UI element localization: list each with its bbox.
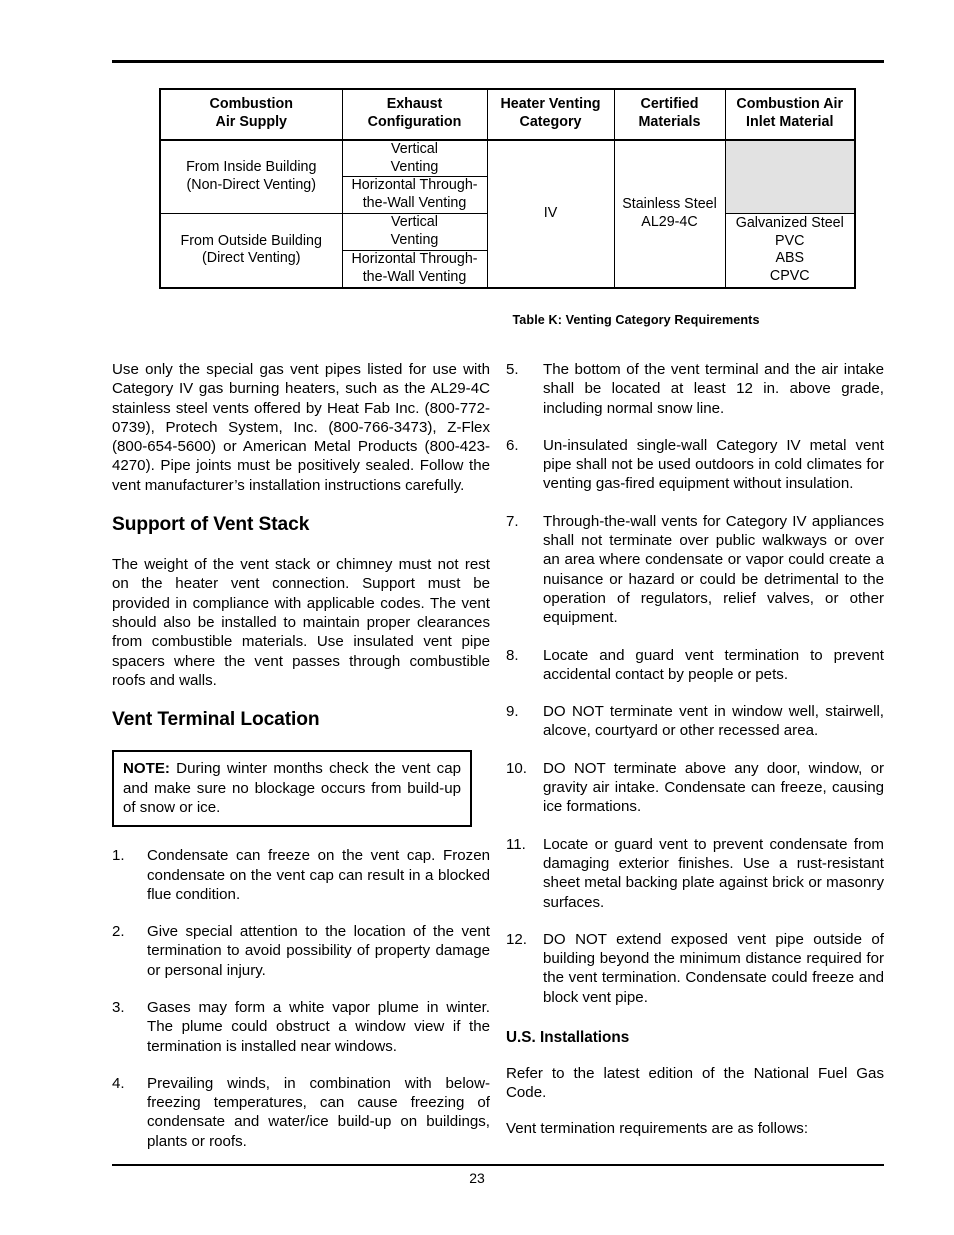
list-item-number: 1.: [112, 847, 125, 865]
materials-line-1: Stainless Steel: [622, 195, 717, 212]
list-item-number: 4.: [112, 1074, 125, 1092]
list-item-text: Gases may form a white vapor plume in winter. The plume could obstruct a window view if the termination is installed near windows.: [147, 998, 490, 1055]
list-item-number: 6.: [506, 436, 519, 454]
heading-us-installations: U.S. Installations: [506, 1029, 630, 1047]
header-line-2: Materials: [638, 113, 701, 130]
inlet-line-2: PVC: [775, 232, 805, 249]
heading-vent-terminal-location: Vent Terminal Location: [112, 709, 320, 731]
exhaust-line-2: the-Wall Venting: [362, 195, 467, 212]
table-header-row: [160, 89, 855, 140]
list-item-number: 9.: [506, 703, 519, 721]
venting-table-container: [159, 88, 844, 327]
exhaust-line-1: Vertical: [391, 214, 438, 231]
list-item: [506, 360, 884, 418]
us-paragraph-2: Vent termination requirements are as follows:: [506, 1120, 809, 1138]
left-numbered-list: [112, 846, 490, 1151]
header-line-2: Air Supply: [215, 113, 287, 130]
list-item-text: DO NOT terminate above any door, window, or gravity air intake. Condensate can freeze, causing ice formations.: [543, 759, 884, 816]
exhaust-line-1: Vertical: [391, 140, 438, 157]
supply-line-2: (Non-Direct Venting): [186, 176, 317, 193]
category-value: IV: [543, 204, 558, 221]
cell-heater-venting-category: [487, 140, 614, 288]
exhaust-line-2: Venting: [390, 158, 439, 175]
list-item-number: 11.: [506, 835, 526, 853]
header-rule: [112, 60, 884, 63]
list-item-text: Give special attention to the location of the vent termination to avoid possibility of property damage or personal injury.: [147, 923, 490, 979]
list-item-number: 3.: [112, 998, 125, 1016]
right-numbered-list: [506, 360, 884, 1007]
list-item-text: Locate and guard vent termination to prevent accidental contact by people or pets.: [543, 646, 884, 683]
list-item: [112, 998, 490, 1056]
list-item-number: 10.: [506, 759, 527, 777]
note-label: NOTE:: [123, 760, 170, 778]
list-item-number: 5.: [506, 361, 519, 378]
list-item: [112, 1074, 490, 1151]
exhaust-line-2: Venting: [390, 232, 439, 249]
header-line-1: Combustion Air: [736, 96, 844, 112]
cell-inlet-material-shaded-empty: [725, 140, 855, 214]
list-item-text: DO NOT extend exposed vent pipe outside of building beyond the minimum distance required for the vent termination. Condensate could freeze and block vent pipe.: [543, 930, 884, 1006]
table-header-exhaust-configuration: [342, 89, 487, 140]
us-paragraph-1: Refer to the latest edition of the National Fuel Gas Code.: [506, 1064, 884, 1101]
support-paragraph: The weight of the vent stack or chimney must not rest on the heater vent connection. Support must be provided in compliance with applicable codes. The vent should also be installed to maintain proper clearances from combustible materials. Use insulated vent pipe spacers where the vent passes through combustible roofs and walls.: [112, 556, 490, 689]
list-item-number: 12.: [506, 930, 527, 948]
header-line-1: Heater Venting: [500, 96, 601, 112]
list-item: [506, 436, 884, 494]
header-line-1: Certified: [640, 96, 699, 112]
note-paragraph: [123, 759, 461, 817]
list-item: [112, 846, 490, 904]
list-item-text: Condensate can freeze on the vent cap. Frozen condensate on the vent cap can result in a blocked flue condition.: [147, 847, 490, 903]
list-item: [506, 646, 884, 685]
inlet-line-3: ABS: [775, 250, 805, 267]
materials-line-2: AL29-4C: [641, 213, 698, 230]
list-item-text: DO NOT terminate vent in window well, stairwell, alcove, courtyard or other recessed area.: [543, 703, 884, 740]
exhaust-line-2: the-Wall Venting: [362, 268, 467, 285]
list-item-text: Un-insulated single-wall Category IV metal vent pipe shall not be used outdoors in cold climates for venting gas-fired equipment without insulation.: [543, 436, 884, 493]
left-column: [112, 360, 490, 1151]
list-item: [506, 702, 884, 741]
list-item: [506, 930, 884, 1007]
cell-certified-materials: [614, 140, 725, 288]
header-line-1: Exhaust: [386, 96, 443, 112]
list-item-number: 2.: [112, 923, 125, 941]
cell-supply-inside-building: [160, 140, 342, 214]
cell-exhaust-vertical-inside: [342, 140, 487, 177]
note-text: During winter months check the vent cap and make sure no blockage occurs from build-up of snow or ice.: [123, 760, 461, 816]
list-item: [112, 922, 490, 980]
inlet-line-4: CPVC: [769, 268, 810, 285]
supply-line-1: From Outside Building: [180, 232, 322, 249]
list-item: [506, 835, 884, 912]
list-item-number: 8.: [506, 646, 519, 664]
list-item-text: Prevailing winds, in combination with below-freezing temperatures, can cause freezing of condensate and water/ice build-up on buildings, plants or roofs.: [147, 1074, 490, 1150]
table-header-combustion-air-inlet-material: [725, 89, 855, 140]
list-item-number: 7.: [506, 512, 519, 530]
cell-supply-outside-building: [160, 214, 342, 288]
table-header-heater-venting-category: [487, 89, 614, 140]
exhaust-line-1: Horizontal Through-: [351, 177, 478, 194]
list-item-text: The bottom of the vent terminal and the air intake shall be located at least 12 in. above grade, including normal snow line.: [543, 361, 884, 417]
cell-exhaust-horizontal-inside: [342, 177, 487, 214]
list-item: [506, 759, 884, 817]
page-number: 23: [469, 1170, 485, 1186]
venting-category-table: [159, 88, 856, 289]
supply-line-2: (Direct Venting): [201, 250, 301, 267]
header-line-2: Configuration: [367, 113, 462, 130]
cell-exhaust-vertical-outside: [342, 214, 487, 251]
table-header-combustion-air-supply: [160, 89, 342, 140]
intro-paragraph: Use only the special gas vent pipes listed for use with Category IV gas burning heaters, such as the AL29-4C stainless steel vents offered by Heat Fab Inc. (800-772-0739), Protech System, Inc. (800-766-3473), Z-Flex (800-654-5600) or American Metal Products (800-423-4270). Pipe joints must be positively sealed. Follow the vent manufacturer’s installation instructions carefully.: [112, 361, 490, 494]
header-line-2: Category: [519, 113, 582, 130]
right-column: [506, 360, 884, 1138]
table-header-certified-materials: [614, 89, 725, 140]
heading-support-of-vent-stack: Support of Vent Stack: [112, 514, 310, 536]
cell-exhaust-horizontal-outside: [342, 250, 487, 287]
table-row: [160, 140, 855, 177]
exhaust-line-1: Horizontal Through-: [351, 250, 478, 267]
note-box: [112, 750, 472, 827]
cell-inlet-material-list: [725, 214, 855, 288]
list-item-text: Locate or guard vent to prevent condensate from damaging exterior finishes. Use a rust-resistant sheet metal backing plate against brick or masonry surfaces.: [543, 835, 884, 911]
table-caption: Table K: Venting Category Requirements: [512, 313, 760, 327]
list-item-text: Through-the-wall vents for Category IV appliances shall not terminate over public walkways or over an area where condensate or vapor could create a nuisance or hazard or could be detrimental to the operation of regulators, relief valves, or other equipment.: [543, 512, 884, 627]
supply-line-1: From Inside Building: [186, 159, 317, 176]
inlet-line-1: Galvanized Steel: [735, 214, 844, 231]
list-item: [506, 512, 884, 628]
footer-rule: [112, 1164, 884, 1166]
header-line-2: Inlet Material: [746, 113, 834, 130]
header-line-1: Combustion: [209, 96, 293, 112]
